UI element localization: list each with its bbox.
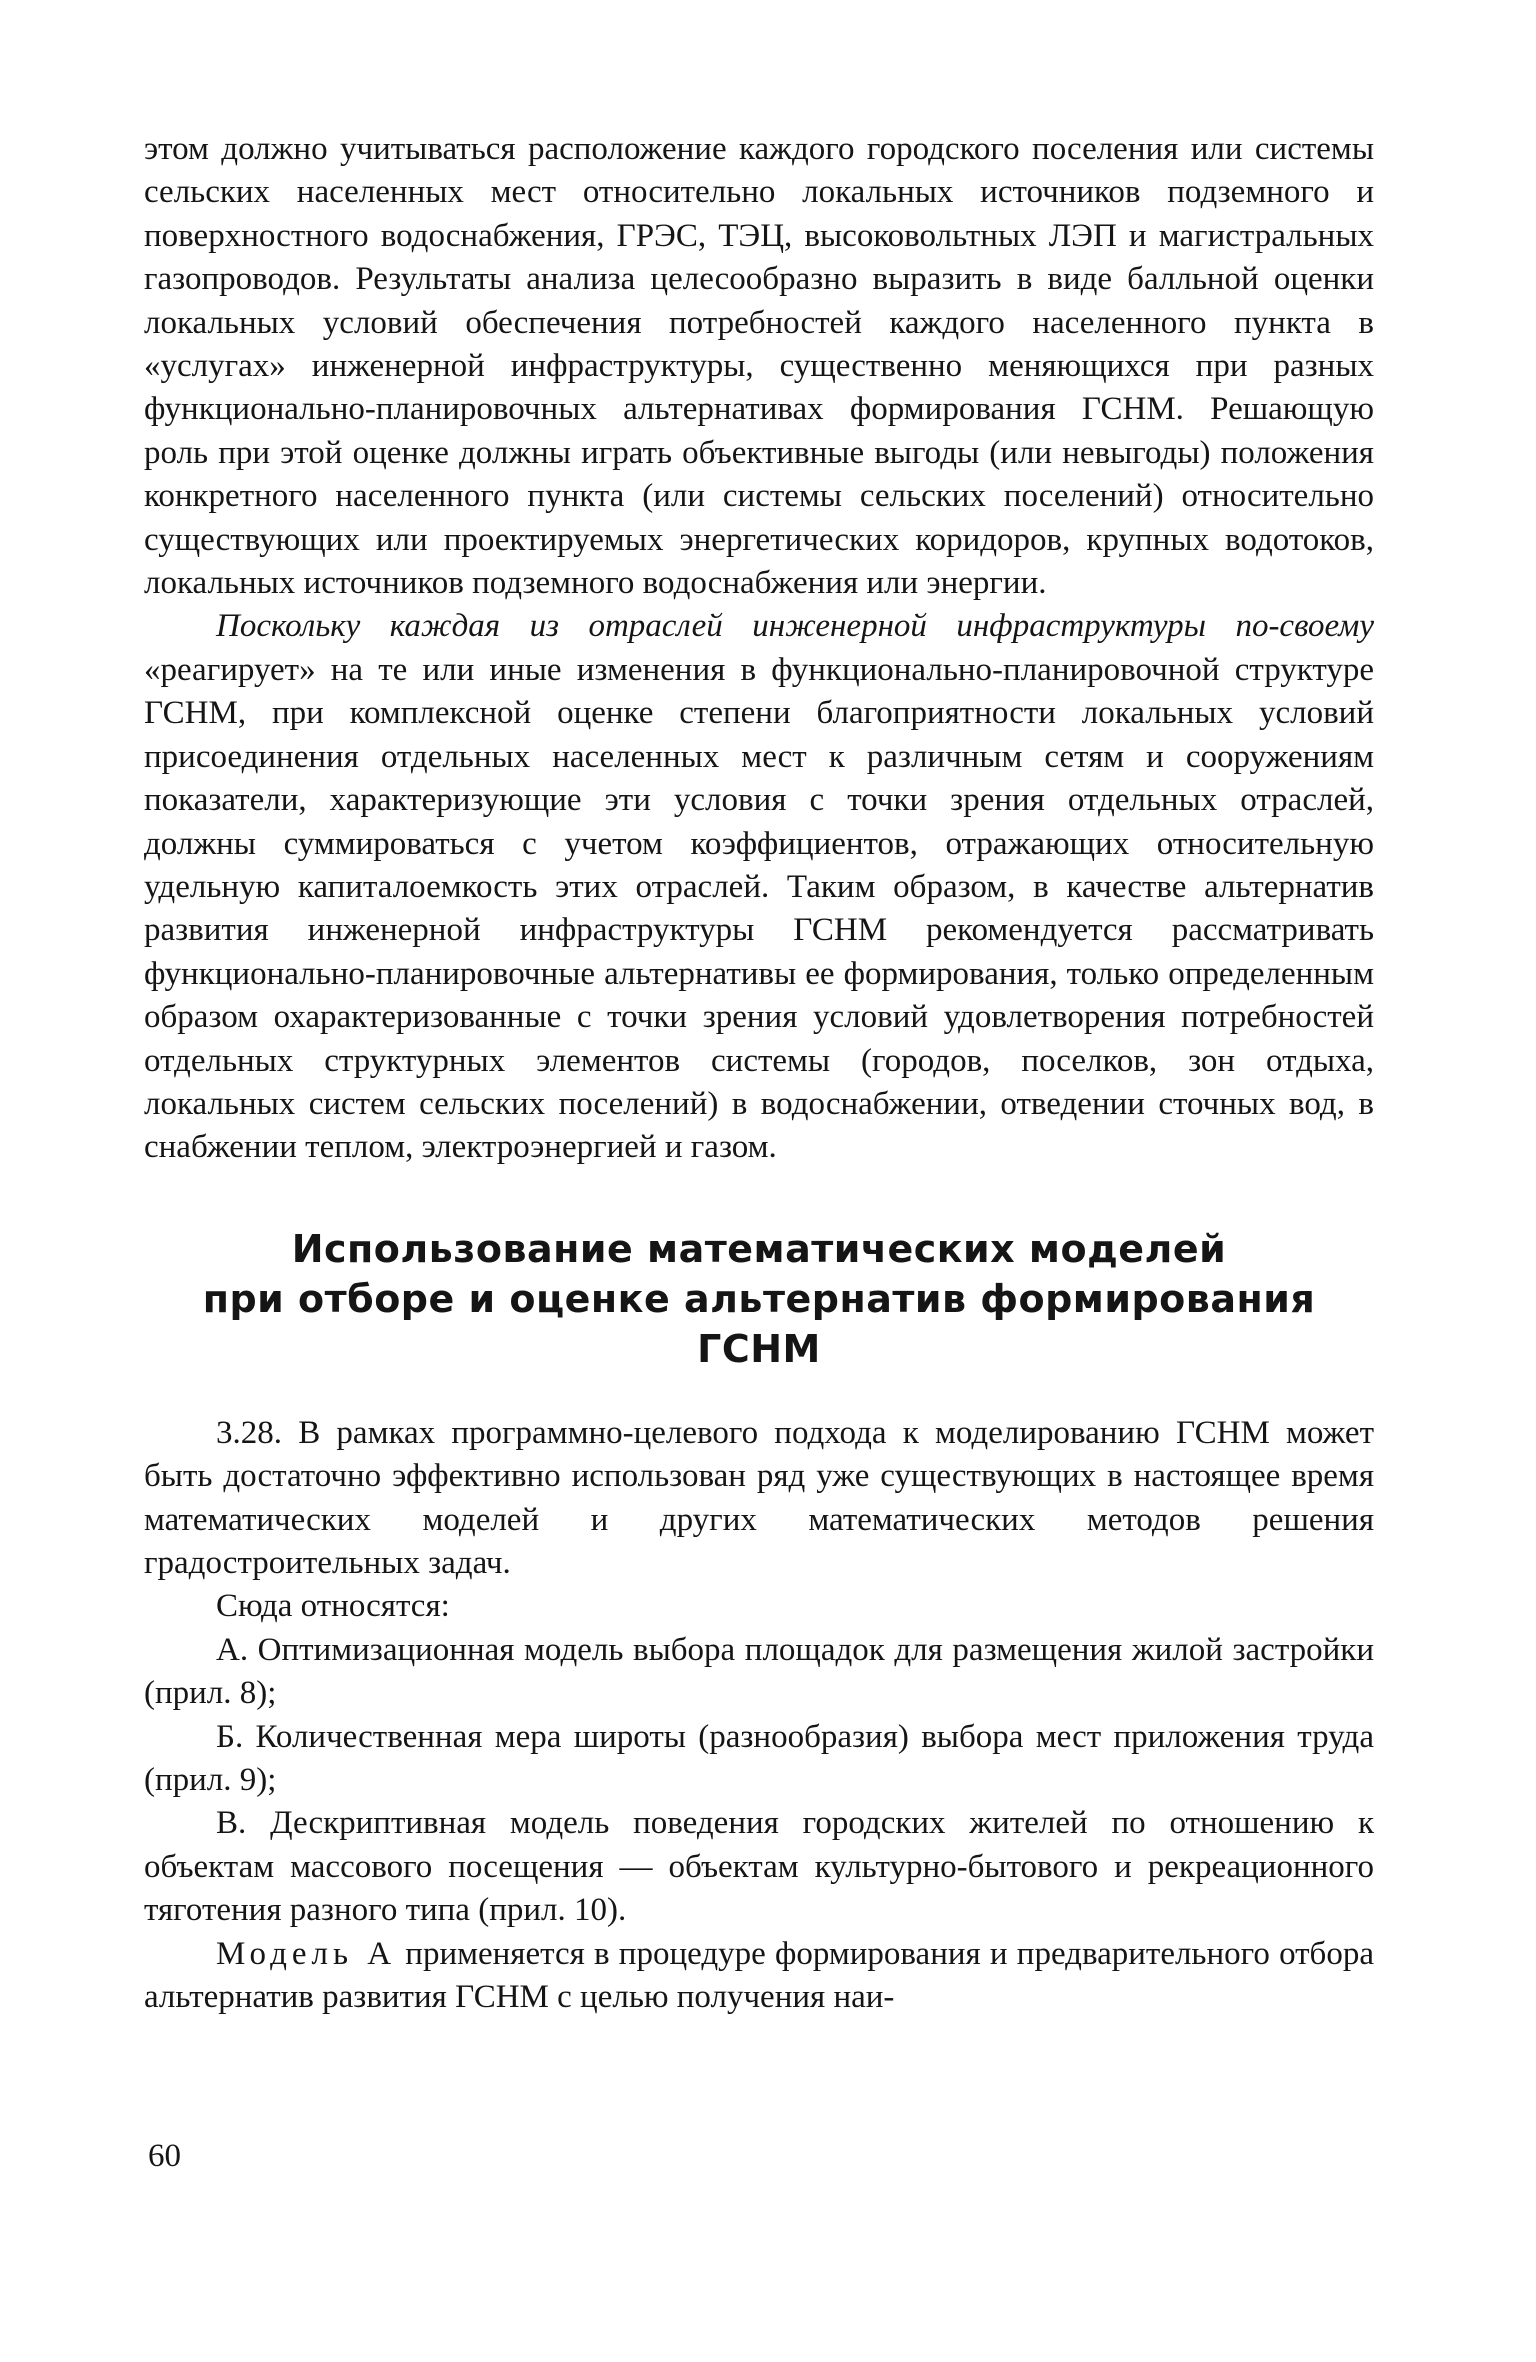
list-item-a: А. Оптимизационная модель выбора площадок для размещения жилой застройки (прил. 8); [144,1631,1374,1712]
list-item-b: Б. Количественная мера широты (разнообразия) выбора мест приложения труда (прил. 9); [144,1718,1374,1798]
paragraph-lead-italic: Поскольку каждая из отраслей инженерной инфраструктуры по-своему [216,608,1374,645]
section-heading [144,1224,1374,1374]
list-item-v: В. Дескриптивная модель поведения городских жителей по отношению к объектам массового посещения — объектам культурно-бытового и рекреационного тяготения разного типа (прил. 10). [144,1805,1374,1929]
paragraph-model-a [144,1933,1374,2020]
section-heading-line-2: при отборе и оценке альтернатив формирования ГСНМ [202,1276,1316,1371]
paragraph-body-text: «реагирует» на те или иные изменения в функционально-планировочной структуре ГСНМ, при комплексной оценке степени благоприятности локальных условий присоединения отдельных населенных мест к различным сетям и сооружениям показатели, характеризующие эти условия с точки зрения отдельных отраслей, должны суммироваться с учетом коэффициентов, отражающих относительную удельную капиталоемкость этих отраслей. Таким образом, в качестве альтернатив развития инженерной инфраструктуры ГСНМ рекомендуется рассматривать функционально-планировочные альтернативы ее формирования, только определенным образом охарактеризованные с точки зрения условий удовлетворения потребностей отдельных структурных элементов системы (городов, поселков, зон отдыха, локальных систем сельских поселений) в водоснабжении, отведении сточных вод, в снабжении теплом, электроэнергией и газом. [144,651,1374,1166]
section-heading-line-1: Использование математических моделей [291,1226,1227,1271]
paragraph-intro: этом должно учитываться расположение каждого городского поселения или системы сельских населенных мест относительно локальных источников подземного и поверхностного водоснабжения, ГРЭС, ТЭЦ, высоковольтных ЛЭП и магистральных газопроводов. Результаты анализа целесообразно выразить в виде балльной оценки локальных условий обеспечения потребностей каждого населенного пункта в «услугах» инженерной инфраструктуры, существенно меняющихся при разных функционально-планировочных альтернативах формирования ГСНМ. Решающую роль при этой оценке должны играть объективные выгоды (или невыгоды) положения конкретного населенного пункта (или системы сельских поселений) относительно существующих или проектируемых энергетических коридоров, крупных водотоков, локальных источников подземного водоснабжения или энергии. [144,131,1374,602]
page-number: 60 [148,2138,181,2174]
page-body [144,128,1374,2019]
model-a-spaced-term: Модель А [216,1935,397,1972]
model-a-body-text: применяется в процедуре формирования и предварительного отбора альтернатив развития ГСНМ с целью получения наи- [144,1935,1374,2016]
list-intro: Сюда относятся: [216,1588,450,1625]
paragraph-3-28: 3.28. В рамках программно-целевого подхода к моделированию ГСНМ может быть достаточно эффективно использован ряд уже существующих в настоящее время математических моделей и других математических методов решения градостроительных задач. [144,1414,1374,1581]
paragraph-engineering-infrastructure [144,605,1374,1169]
